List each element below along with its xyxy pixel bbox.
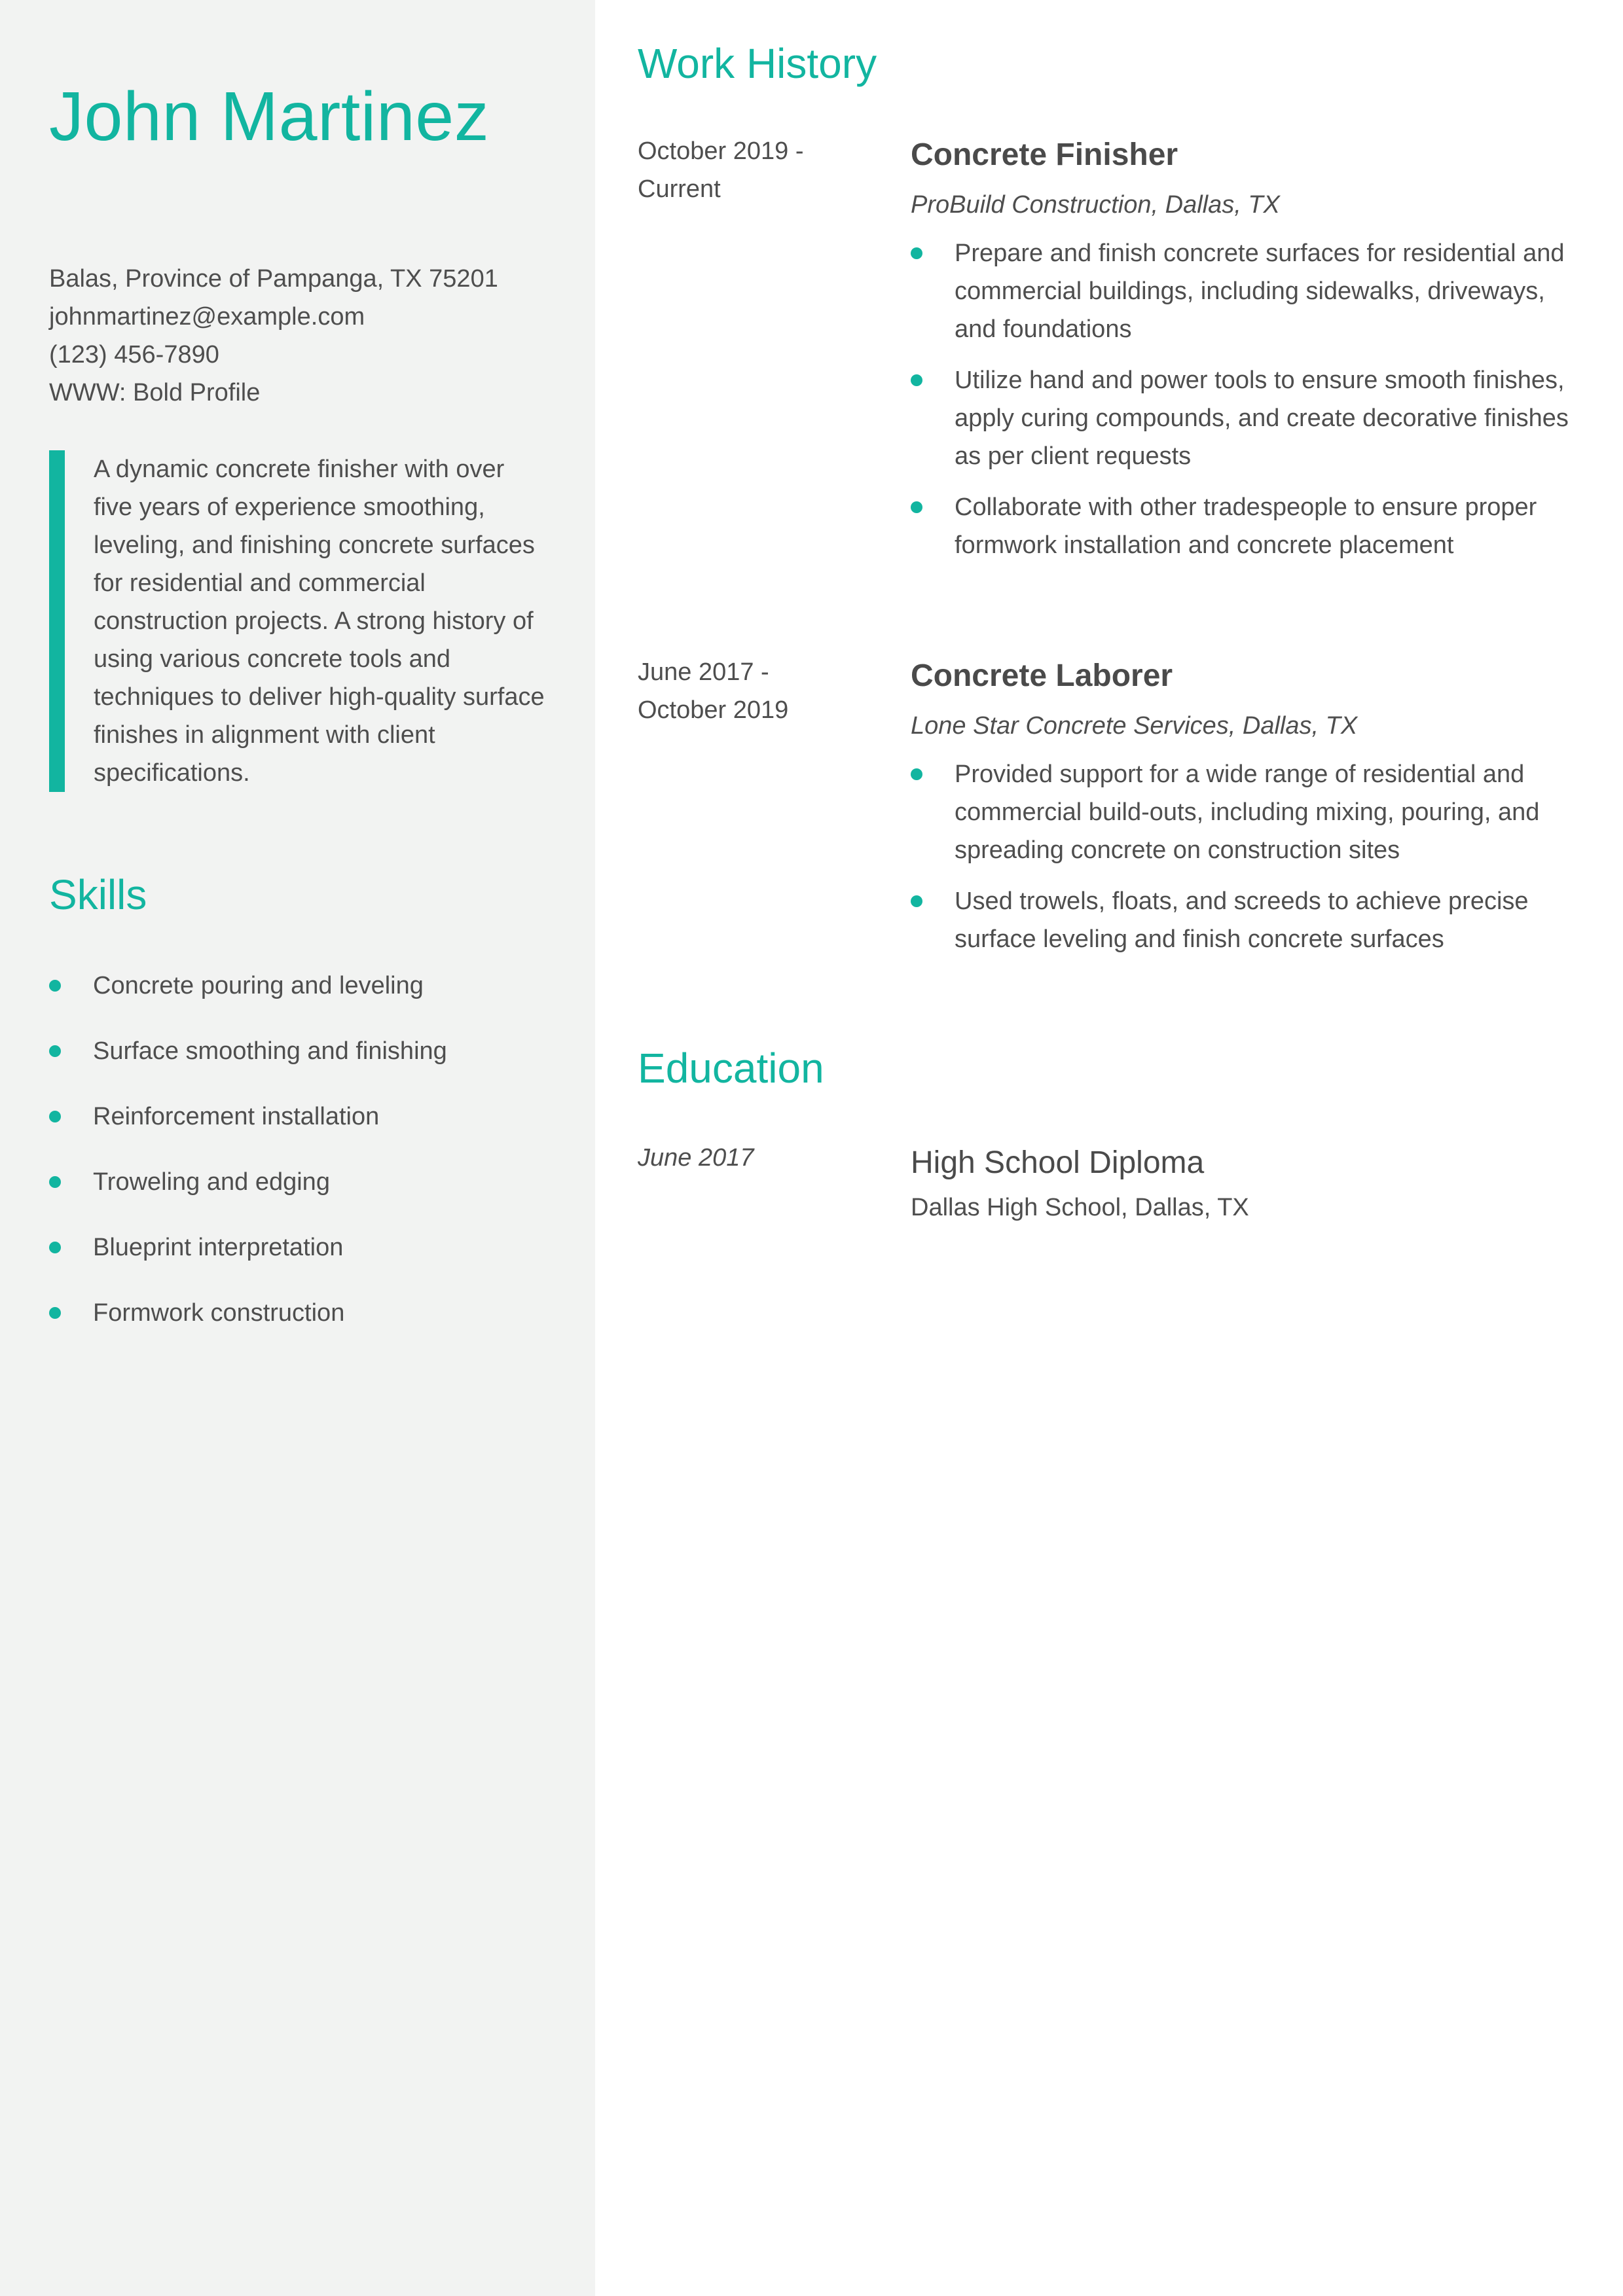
responsibility-item: [911, 361, 1572, 475]
bullet-icon: [911, 247, 922, 259]
job-dates: [638, 653, 854, 729]
responsibility-text: Prepare and finish concrete surfaces for residential and commercial buildings, including sidewalks, driveways, and foundations: [955, 240, 1565, 343]
skill-label: Surface smoothing and finishing: [93, 1037, 447, 1065]
bullet-icon: [49, 1176, 61, 1188]
job-date-start: June 2017 -: [638, 658, 769, 686]
bullet-icon: [911, 374, 922, 386]
contact-email: johnmartinez@example.com: [49, 303, 365, 331]
responsibility-text: Provided support for a wide range of residential and commercial build-outs, including mixing, pouring, and spreading concrete on construction sites: [955, 761, 1540, 864]
contact-website: WWW: Bold Profile: [49, 379, 261, 406]
contact-info: [49, 260, 498, 412]
skill-item: [49, 967, 447, 1032]
job-date-start: October 2019 -: [638, 137, 804, 165]
contact-address: Balas, Province of Pampanga, TX 75201: [49, 265, 498, 293]
responsibility-item: [911, 755, 1572, 869]
responsibility-item: [911, 882, 1572, 958]
contact-phone: (123) 456-7890: [49, 341, 219, 368]
job-date-end: October 2019: [638, 696, 789, 724]
skill-label: Troweling and edging: [93, 1168, 330, 1196]
education-heading: Education: [638, 1045, 824, 1092]
skill-label: Formwork construction: [93, 1299, 345, 1327]
bullet-icon: [911, 768, 922, 780]
job-title: Concrete Laborer: [911, 658, 1173, 693]
bullet-icon: [49, 1242, 61, 1253]
responsibility-item: [911, 488, 1572, 564]
responsibility-item: [911, 234, 1572, 348]
bullet-icon: [49, 980, 61, 992]
responsibility-text: Utilize hand and power tools to ensure smooth finishes, apply curing compounds, and create decorative finishes as per client requests: [955, 367, 1569, 470]
education-degree: High School Diploma: [911, 1145, 1205, 1180]
skill-label: Blueprint interpretation: [93, 1234, 344, 1261]
job-company: ProBuild Construction, Dallas, TX: [911, 191, 1280, 219]
bullet-icon: [911, 501, 922, 513]
bullet-icon: [49, 1111, 61, 1122]
skill-item: [49, 1032, 447, 1098]
job-dates: [638, 132, 854, 208]
job-details: [911, 653, 1572, 971]
bullet-icon: [911, 895, 922, 907]
professional-summary: A dynamic concrete finisher with over five years of experience smoothing, leveling, and finishing concrete surfaces for residential and commercial construction projects. A strong history of using various concrete tools and techniques to deliver high-quality surface finishes in alignment with client specifications.: [49, 450, 547, 792]
job-responsibilities: [911, 234, 1572, 564]
job-date-end: Current: [638, 175, 721, 203]
skill-item: [49, 1294, 447, 1359]
skill-item: [49, 1229, 447, 1294]
skill-item: [49, 1163, 447, 1229]
education-date: June 2017: [638, 1144, 754, 1172]
bullet-icon: [49, 1307, 61, 1319]
job-title: Concrete Finisher: [911, 137, 1178, 172]
job-responsibilities: [911, 755, 1572, 958]
skill-label: Concrete pouring and leveling: [93, 972, 424, 999]
education-school: Dallas High School, Dallas, TX: [911, 1194, 1249, 1221]
skills-heading: Skills: [49, 871, 147, 918]
skill-label: Reinforcement installation: [93, 1103, 380, 1130]
skill-item: [49, 1098, 447, 1163]
job-details: [911, 132, 1572, 577]
work-history-heading: Work History: [638, 40, 877, 87]
bullet-icon: [49, 1045, 61, 1057]
job-company: Lone Star Concrete Services, Dallas, TX: [911, 712, 1358, 740]
responsibility-text: Collaborate with other tradespeople to ensure proper formwork installation and concrete placement: [955, 493, 1537, 559]
skills-list: [49, 967, 447, 1359]
responsibility-text: Used trowels, floats, and screeds to achieve precise surface leveling and finish concrete surfaces: [955, 888, 1529, 953]
candidate-name: John Martinez: [49, 78, 490, 155]
